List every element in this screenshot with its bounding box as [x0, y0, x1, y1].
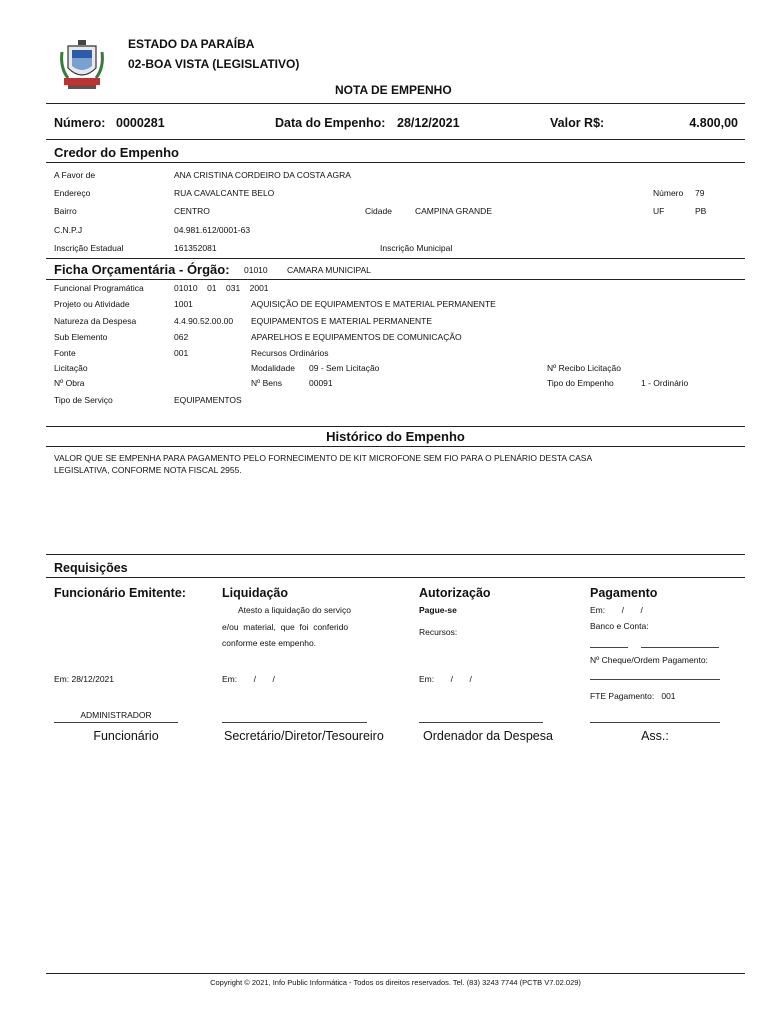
pagamento-title: Pagamento	[590, 586, 658, 600]
projeto-code: 1001	[174, 299, 193, 309]
uf-value: PB	[695, 206, 707, 216]
ficha-section-title: Ficha Orçamentária - Órgão:	[54, 262, 230, 277]
cidade-label: Cidade	[365, 206, 392, 216]
liquidacao-text-2: e/ou material, que foi conferido	[222, 622, 349, 632]
funcional-label: Funcional Programática	[54, 283, 144, 293]
natureza-desc: EQUIPAMENTOS E MATERIAL PERMANENTE	[251, 316, 433, 326]
divider	[46, 103, 745, 104]
pague-se-label: Pague-se	[419, 605, 457, 615]
fonte-label: Fonte	[54, 348, 76, 358]
liquidacao-em: Em: / /	[222, 674, 275, 684]
divider	[46, 577, 745, 578]
recibo-label: Nº Recibo Licitação	[547, 363, 621, 373]
banco-line	[590, 647, 628, 648]
pagamento-em: Em: / /	[590, 605, 643, 615]
entity-name: 02-BOA VISTA (LEGISLATIVO)	[128, 57, 300, 71]
divider	[46, 258, 745, 259]
autorizacao-em: Em: / /	[419, 674, 472, 684]
tipo-servico-value: EQUIPAMENTOS	[174, 395, 242, 405]
fonte-desc: Recursos Ordinários	[251, 348, 329, 358]
autorizacao-sign-line	[419, 722, 543, 723]
cidade-value: CAMPINA GRANDE	[415, 206, 492, 216]
numero-value: 0000281	[116, 116, 165, 130]
numero-end-value: 79	[695, 188, 705, 198]
cheque-label: Nº Cheque/Ordem Pagamento:	[590, 655, 708, 665]
data-label: Data do Empenho:	[275, 116, 386, 130]
historico-line-2: LEGISLATIVA, CONFORME NOTA FISCAL 2955.	[54, 465, 242, 475]
divider	[46, 554, 745, 555]
credor-section-title: Credor do Empenho	[54, 145, 179, 160]
tipo-servico-label: Tipo de Serviço	[54, 395, 113, 405]
fonte-code: 001	[174, 348, 189, 358]
autorizacao-title: Autorização	[419, 586, 491, 600]
historico-line-1: VALOR QUE SE EMPENHA PARA PAGAMENTO PELO FORNECIMENTO DE KIT MICROFONE SEM FIO PARA O PLENÁRIO DESTA CASA	[54, 453, 593, 463]
numero-label: Número:	[54, 116, 106, 130]
divider	[46, 279, 745, 280]
bens-value: 00091	[309, 378, 333, 388]
funcionario-signature: ADMINISTRADOR	[80, 710, 152, 720]
recursos-label: Recursos:	[419, 627, 458, 637]
funcionario-title: Funcionário Emitente:	[54, 586, 186, 600]
data-value: 28/12/2021	[397, 116, 460, 130]
liquidacao-sign-line	[222, 722, 367, 723]
divider	[46, 162, 745, 163]
banco-conta-label: Banco e Conta:	[590, 621, 649, 631]
orgao-code: 01010	[244, 265, 268, 275]
cnpj-value: 04.981.612/0001-63	[174, 225, 251, 235]
historico-section-title: Histórico do Empenho	[326, 429, 465, 444]
uf-label: UF	[653, 206, 665, 216]
licitacao-label: Licitação	[54, 363, 88, 373]
modalidade-value: 09 - Sem Licitação	[309, 363, 380, 373]
liquidacao-caption: Secretário/Diretor/Tesoureiro	[224, 729, 384, 743]
funcional-value: 01010 01 031 2001	[174, 283, 269, 293]
coat-of-arms-logo	[58, 38, 106, 92]
tipo-empenho-label: Tipo do Empenho	[547, 378, 614, 388]
valor-label: Valor R$:	[550, 116, 605, 130]
funcionario-caption: Funcionário	[93, 729, 159, 743]
natureza-code: 4.4.90.52.00.00	[174, 316, 234, 326]
sub-label: Sub Elemento	[54, 332, 108, 342]
pagamento-caption: Ass.:	[641, 729, 669, 743]
divider	[46, 446, 745, 447]
cnpj-label: C.N.P.J	[54, 225, 83, 235]
projeto-desc: AQUISIÇÃO DE EQUIPAMENTOS E MATERIAL PERMANENTE	[251, 299, 496, 309]
ie-value: 161352081	[174, 243, 217, 253]
divider	[46, 139, 745, 140]
copyright-text: Copyright © 2021, Info Public Informática - Todos os direitos reservados. Tel. (83) 3243 7744 (PCTB V7.02.029)	[210, 978, 581, 987]
sub-code: 062	[174, 332, 189, 342]
valor-value: 4.800,00	[689, 116, 738, 130]
requisicoes-title: Requisições	[54, 561, 128, 575]
autorizacao-caption: Ordenador da Despesa	[423, 729, 553, 743]
footer-divider	[46, 973, 745, 974]
im-label: Inscrição Municipal	[380, 243, 453, 253]
sub-desc: APARELHOS E EQUIPAMENTOS DE COMUNICAÇÃO	[251, 332, 462, 342]
liquidacao-text-3: conforme este empenho.	[222, 638, 317, 648]
liquidacao-text-1: Atesto a liquidação do serviço	[238, 605, 351, 615]
numero-end-label: Número	[653, 188, 684, 198]
pagamento-sign-line	[590, 722, 720, 723]
divider	[46, 426, 745, 427]
bairro-label: Bairro	[54, 206, 77, 216]
projeto-label: Projeto ou Atividade	[54, 299, 130, 309]
bairro-value: CENTRO	[174, 206, 210, 216]
conta-line	[641, 647, 719, 648]
ie-label: Inscrição Estadual	[54, 243, 124, 253]
endereco-value: RUA CAVALCANTE BELO	[174, 188, 275, 198]
funcionario-em: Em: 28/12/2021	[54, 674, 115, 684]
modalidade-label: Modalidade	[251, 363, 295, 373]
liquidacao-title: Liquidação	[222, 586, 288, 600]
bens-label: Nº Bens	[251, 378, 282, 388]
favor-value: ANA CRISTINA CORDEIRO DA COSTA AGRA	[174, 170, 351, 180]
cheque-line	[590, 679, 720, 680]
document-title: NOTA DE EMPENHO	[335, 83, 452, 97]
tipo-empenho-value: 1 - Ordinário	[641, 378, 689, 388]
state-name: ESTADO DA PARAÍBA	[128, 37, 255, 51]
fte-pagamento: FTE Pagamento: 001	[590, 691, 676, 701]
endereco-label: Endereço	[54, 188, 91, 198]
natureza-label: Natureza da Despesa	[54, 316, 137, 326]
obra-label: Nº Obra	[54, 378, 85, 388]
favor-label: A Favor de	[54, 170, 96, 180]
orgao-name: CAMARA MUNICIPAL	[287, 265, 371, 275]
funcionario-sign-line	[54, 722, 178, 723]
